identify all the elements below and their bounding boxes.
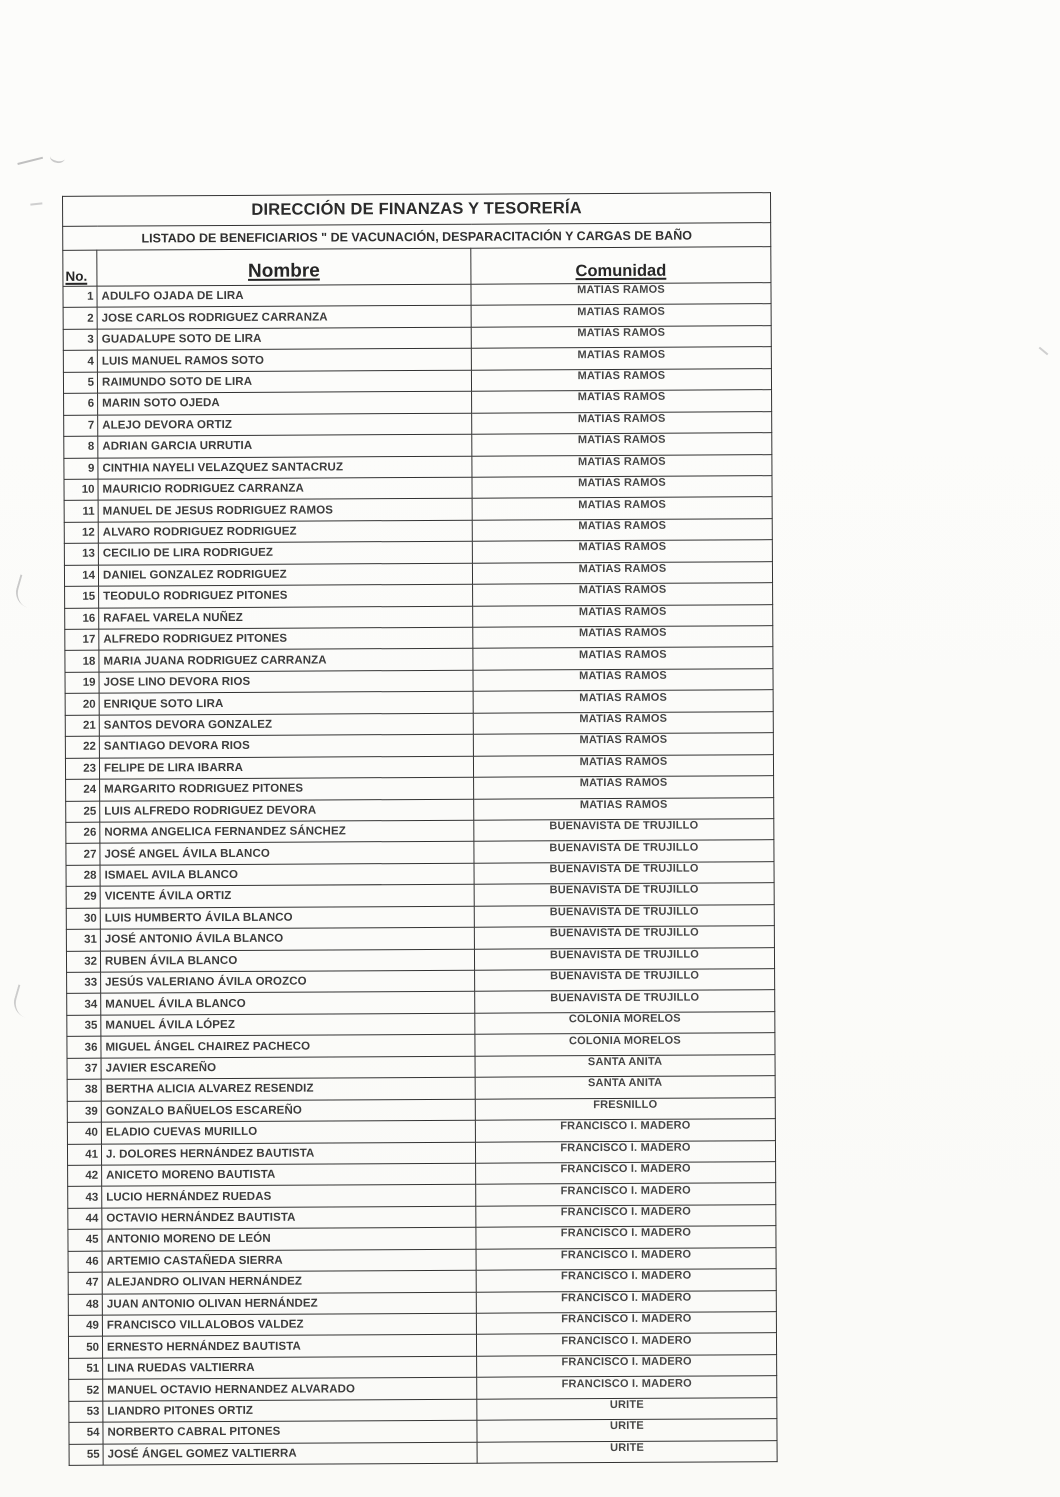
row-nombre: DANIEL GONZALEZ RODRIGUEZ: [98, 563, 472, 586]
row-comunidad-text: FRANCISCO I. MADERO: [560, 1184, 691, 1197]
row-number: 5: [63, 372, 97, 394]
row-nombre: J. DOLORES HERNÁNDEZ BAUTISTA: [101, 1142, 475, 1165]
scan-artifact: [15, 147, 43, 165]
row-number: 26: [66, 822, 100, 844]
row-comunidad-text: FRANCISCO I. MADERO: [560, 1269, 692, 1283]
scan-artifact: [30, 195, 43, 205]
row-comunidad-text: MATIAS RAMOS: [577, 412, 666, 425]
row-number: 49: [68, 1315, 102, 1337]
row-number: 41: [67, 1144, 101, 1166]
row-comunidad: [473, 626, 773, 649]
row-comunidad: [473, 711, 773, 734]
row-number: 46: [68, 1251, 102, 1273]
row-comunidad-text: COLONIA MORELOS: [568, 1034, 681, 1047]
row-number: 44: [68, 1208, 102, 1230]
scan-artifact: [49, 151, 66, 164]
row-nombre: MAURICIO RODRIGUEZ CARRANZA: [98, 477, 472, 500]
row-comunidad: [474, 776, 774, 799]
row-comunidad-text: MATIAS RAMOS: [577, 348, 666, 361]
row-comunidad-text: FRANCISCO I. MADERO: [561, 1334, 692, 1347]
row-nombre: MANUEL ÁVILA LÓPEZ: [101, 1013, 475, 1036]
row-comunidad-text: MATIAS RAMOS: [577, 369, 666, 383]
row-comunidad-text: FRANCISCO I. MADERO: [560, 1119, 691, 1133]
row-comunidad-text: FRANCISCO I. MADERO: [561, 1312, 692, 1326]
row-number: 33: [67, 972, 101, 994]
row-comunidad: [475, 969, 775, 992]
row-nombre: MARIN SOTO OJEDA: [98, 391, 472, 414]
row-nombre: JAVIER ESCAREÑO: [101, 1056, 475, 1079]
column-header-nombre: Nombre: [97, 248, 471, 286]
row-comunidad: [473, 733, 773, 756]
row-number: 40: [67, 1122, 101, 1144]
row-nombre: JOSÉ ÁNGEL GOMEZ VALTIERRA: [103, 1442, 477, 1465]
row-comunidad-text: BUENAVISTA DE TRUJILLO: [550, 969, 700, 983]
row-number: 43: [68, 1187, 102, 1209]
row-comunidad-text: MATIAS RAMOS: [577, 283, 665, 297]
row-comunidad: [477, 1440, 777, 1463]
row-comunidad: [476, 1290, 776, 1313]
row-number: 14: [64, 565, 98, 587]
row-nombre: ANICETO MORENO BAUTISTA: [102, 1163, 476, 1186]
row-comunidad: [472, 540, 772, 563]
subtitle-row: [63, 223, 771, 251]
row-comunidad: [472, 390, 772, 413]
row-nombre: NORBERTO CABRAL PITONES: [103, 1420, 477, 1443]
row-comunidad: [474, 926, 774, 949]
row-number: 19: [65, 672, 99, 694]
row-comunidad-text: MATIAS RAMOS: [577, 433, 666, 447]
row-number: 22: [65, 736, 99, 758]
row-nombre: MIGUEL ÁNGEL CHAIREZ PACHECO: [101, 1035, 475, 1058]
row-nombre: JOSÉ ANTONIO ÁVILA BLANCO: [100, 927, 474, 950]
row-comunidad-text: BUENAVISTA DE TRUJILLO: [549, 905, 699, 919]
row-comunidad: [477, 1397, 777, 1420]
row-comunidad-text: URITE: [610, 1441, 645, 1454]
row-nombre: BERTHA ALICIA ALVAREZ RESENDIZ: [101, 1077, 475, 1100]
row-nombre: JOSE LINO DEVORA RIOS: [99, 670, 473, 693]
row-nombre: ADULFO OJADA DE LIRA: [97, 284, 471, 307]
row-number: 55: [69, 1444, 103, 1466]
table-row: [69, 1440, 777, 1465]
row-nombre: ALEJO DEVORA ORTIZ: [98, 413, 472, 436]
row-number: 38: [67, 1079, 101, 1101]
document-title: DIRECCIÓN DE FINANZAS Y TESORERÍA: [63, 193, 771, 227]
row-comunidad: [475, 1097, 775, 1120]
row-comunidad: [471, 326, 771, 349]
row-nombre: MANUEL OCTAVIO HERNANDEZ ALVARADO: [103, 1378, 477, 1401]
row-number: 21: [65, 715, 99, 737]
row-comunidad-text: MATIAS RAMOS: [579, 734, 668, 747]
row-number: 47: [68, 1272, 102, 1294]
row-number: 37: [67, 1058, 101, 1080]
row-comunidad-text: MATIAS RAMOS: [577, 391, 666, 404]
row-nombre: LINA RUEDAS VALTIERRA: [103, 1356, 477, 1379]
row-comunidad: [473, 583, 773, 606]
row-comunidad-text: MATIAS RAMOS: [577, 326, 666, 340]
row-comunidad: [472, 518, 772, 541]
row-number: 50: [68, 1337, 102, 1359]
row-nombre: MARIA JUANA RODRIGUEZ CARRANZA: [99, 649, 473, 672]
row-nombre: GUADALUPE SOTO DE LIRA: [97, 327, 471, 350]
row-comunidad: [472, 476, 772, 499]
row-comunidad: [476, 1183, 776, 1206]
row-nombre: JUAN ANTONIO OLIVAN HERNÁNDEZ: [102, 1292, 476, 1315]
row-nombre: VICENTE ÁVILA ORTIZ: [100, 884, 474, 907]
row-comunidad: [475, 1033, 775, 1056]
row-comunidad: [471, 304, 771, 327]
row-comunidad-text: MATIAS RAMOS: [579, 691, 668, 704]
row-comunidad: [475, 990, 775, 1013]
row-comunidad: [476, 1269, 776, 1292]
row-comunidad-text: FRANCISCO I. MADERO: [560, 1205, 692, 1219]
row-nombre: ERNESTO HERNÁNDEZ BAUTISTA: [102, 1335, 476, 1358]
row-comunidad-text: MATIAS RAMOS: [579, 669, 667, 683]
row-number: 29: [66, 886, 100, 908]
row-number: 48: [68, 1294, 102, 1316]
row-comunidad: [476, 1312, 776, 1335]
row-comunidad-text: BUENAVISTA DE TRUJILLO: [549, 926, 699, 940]
row-nombre: ADRIAN GARCIA URRUTIA: [98, 434, 472, 457]
row-comunidad: [473, 754, 773, 777]
row-comunidad: [471, 283, 771, 306]
row-nombre: ALFREDO RODRIGUEZ PITONES: [99, 627, 473, 650]
row-comunidad: [473, 604, 773, 627]
row-comunidad-text: MATIAS RAMOS: [579, 712, 668, 726]
row-nombre: ELADIO CUEVAS MURILLO: [101, 1120, 475, 1143]
row-number: 24: [66, 779, 100, 801]
row-number: 45: [68, 1229, 102, 1251]
row-comunidad-text: SANTA ANITA: [587, 1077, 663, 1090]
row-comunidad-text: MATIAS RAMOS: [577, 455, 666, 468]
row-comunidad-text: MATIAS RAMOS: [579, 648, 667, 661]
row-nombre: LUIS MANUEL RAMOS SOTO: [97, 349, 471, 372]
row-number: 30: [66, 908, 100, 930]
column-header-comunidad: Comunidad: [471, 247, 771, 285]
row-nombre: NORMA ANGELICA FERNANDEZ SÁNCHEZ: [100, 820, 474, 843]
column-header-no: No.: [63, 250, 97, 286]
row-number: 28: [66, 865, 100, 887]
row-nombre: ENRIQUE SOTO LIRA: [99, 692, 473, 715]
row-comunidad-text: FRANCISCO I. MADERO: [560, 1227, 692, 1240]
row-nombre: SANTOS DEVORA GONZALEZ: [99, 713, 473, 736]
row-nombre: RAFAEL VARELA NUÑEZ: [99, 606, 473, 629]
table-body: [63, 283, 777, 1466]
row-number: 13: [64, 543, 98, 565]
row-comunidad: [473, 690, 773, 713]
row-nombre: ANTONIO MORENO DE LEÓN: [102, 1227, 476, 1250]
row-nombre: LIANDRO PITONES ORTIZ: [103, 1399, 477, 1422]
row-number: 39: [67, 1101, 101, 1123]
row-number: 27: [66, 844, 100, 866]
row-comunidad-text: MATIAS RAMOS: [579, 798, 668, 811]
row-nombre: ALEJANDRO OLIVAN HERNÁNDEZ: [102, 1270, 476, 1293]
row-comunidad: [476, 1226, 776, 1249]
row-nombre: LUIS HUMBERTO ÁVILA BLANCO: [100, 906, 474, 929]
row-comunidad-text: MATIAS RAMOS: [579, 755, 668, 768]
row-comunidad-text: MATIAS RAMOS: [578, 562, 667, 576]
row-nombre: ISMAEL AVILA BLANCO: [100, 863, 474, 886]
row-nombre: TEODULO RODRIGUEZ PITONES: [99, 584, 473, 607]
row-number: 3: [63, 329, 97, 351]
row-number: 34: [67, 994, 101, 1016]
row-comunidad: [475, 1076, 775, 1099]
row-comunidad-text: BUENAVISTA DE TRUJILLO: [549, 862, 699, 876]
column-header-row: [63, 247, 771, 287]
row-comunidad: [471, 368, 771, 391]
document-subtitle: LISTADO DE BENEFICIARIOS " DE VACUNACIÓN, DESPARACITACIÓN Y CARGAS DE BAÑO: [63, 223, 771, 251]
row-comunidad: [472, 411, 772, 434]
row-nombre: MANUEL DE JESUS RODRIGUEZ RAMOS: [98, 499, 472, 522]
row-nombre: OCTAVIO HERNÁNDEZ BAUTISTA: [102, 1206, 476, 1229]
row-nombre: FRANCISCO VILLALOBOS VALDEZ: [102, 1313, 476, 1336]
row-comunidad: [476, 1333, 776, 1356]
row-comunidad: [472, 497, 772, 520]
row-number: 10: [64, 479, 98, 501]
row-comunidad: [477, 1376, 777, 1399]
row-nombre: JESÚS VALERIANO ÁVILA OROZCO: [101, 970, 475, 993]
title-row: [63, 193, 771, 227]
row-number: 12: [64, 522, 98, 544]
row-comunidad: [474, 819, 774, 842]
row-comunidad: [474, 840, 774, 863]
row-number: 42: [68, 1165, 102, 1187]
row-number: 23: [65, 758, 99, 780]
row-nombre: RAIMUNDO SOTO DE LIRA: [97, 370, 471, 393]
row-comunidad: [471, 347, 771, 370]
row-comunidad-text: URITE: [609, 1420, 644, 1433]
row-comunidad-text: MATIAS RAMOS: [579, 776, 668, 790]
row-comunidad-text: MATIAS RAMOS: [578, 498, 667, 511]
row-nombre: JOSE CARLOS RODRIGUEZ CARRANZA: [97, 306, 471, 329]
row-comunidad-text: MATIAS RAMOS: [578, 584, 667, 597]
row-comunidad-text: BUENAVISTA DE TRUJILLO: [550, 991, 700, 1004]
row-comunidad: [473, 669, 773, 692]
scan-artifact: [1039, 347, 1049, 356]
row-nombre: LUCIO HERNÁNDEZ RUEDAS: [102, 1185, 476, 1208]
row-nombre: RUBEN ÁVILA BLANCO: [100, 949, 474, 972]
table-wrapper: [62, 192, 777, 1466]
row-number: 53: [69, 1401, 103, 1423]
row-number: 17: [65, 629, 99, 651]
row-comunidad: [476, 1162, 776, 1185]
row-comunidad: [473, 647, 773, 670]
row-comunidad-text: MATIAS RAMOS: [578, 476, 666, 490]
row-comunidad-text: URITE: [609, 1398, 644, 1411]
row-number: 8: [64, 436, 98, 458]
row-comunidad-text: FRANCISCO I. MADERO: [560, 1141, 691, 1154]
row-nombre: LUIS ALFREDO RODRIGUEZ DEVORA: [100, 799, 474, 822]
row-comunidad-text: FRANCISCO I. MADERO: [560, 1248, 692, 1262]
row-comunidad: [472, 454, 772, 477]
row-number: 20: [65, 693, 99, 715]
row-comunidad: [474, 797, 774, 820]
row-nombre: SANTIAGO DEVORA RIOS: [99, 734, 473, 757]
row-comunidad-text: MATIAS RAMOS: [577, 305, 666, 318]
row-comunidad: [472, 561, 772, 584]
row-nombre: GONZALO BAÑUELOS ESCAREÑO: [101, 1099, 475, 1122]
row-comunidad-text: FRANCISCO I. MADERO: [561, 1291, 692, 1305]
row-nombre: MARGARITO RODRIGUEZ PITONES: [100, 777, 474, 800]
row-nombre: CINTHIA NAYELI VELAZQUEZ SANTACRUZ: [98, 456, 472, 479]
row-comunidad-text: BUENAVISTA DE TRUJILLO: [549, 841, 699, 854]
scan-artifact: [10, 984, 34, 1017]
row-comunidad: [474, 947, 774, 970]
row-nombre: CECILIO DE LIRA RODRIGUEZ: [98, 541, 472, 564]
row-comunidad: [474, 861, 774, 884]
row-comunidad-text: BUENAVISTA DE TRUJILLO: [549, 948, 700, 962]
row-comunidad: [475, 1054, 775, 1077]
row-nombre: ARTEMIO CASTAÑEDA SIERRA: [102, 1249, 476, 1272]
row-comunidad-text: MATIAS RAMOS: [578, 605, 667, 618]
row-comunidad: [475, 1140, 775, 1163]
table-head: [63, 193, 771, 287]
row-comunidad-text: MATIAS RAMOS: [578, 626, 667, 640]
row-nombre: ALVARO RODRIGUEZ RODRIGUEZ: [98, 520, 472, 543]
row-number: 16: [65, 608, 99, 630]
row-number: 9: [64, 458, 98, 480]
row-nombre: JOSÉ ANGEL ÁVILA BLANCO: [100, 842, 474, 865]
row-number: 2: [63, 308, 97, 330]
row-number: 4: [63, 350, 97, 372]
row-comunidad: [475, 1012, 775, 1035]
row-number: 35: [67, 1015, 101, 1037]
row-comunidad-text: COLONIA MORELOS: [568, 1012, 681, 1026]
row-comunidad: [477, 1355, 777, 1378]
row-comunidad-text: FRANCISCO I. MADERO: [560, 1162, 691, 1176]
row-comunidad: [476, 1247, 776, 1270]
row-comunidad-text: BUENAVISTA DE TRUJILLO: [549, 819, 699, 833]
row-comunidad-text: FRANCISCO I. MADERO: [561, 1355, 692, 1369]
row-number: 15: [65, 586, 99, 608]
row-number: 6: [64, 393, 98, 415]
row-comunidad: [472, 433, 772, 456]
row-number: 36: [67, 1036, 101, 1058]
row-comunidad-text: FRANCISCO I. MADERO: [561, 1377, 692, 1390]
row-comunidad-text: BUENAVISTA DE TRUJILLO: [549, 883, 699, 897]
row-nombre: MANUEL ÁVILA BLANCO: [101, 992, 475, 1015]
beneficiaries-table: [62, 192, 778, 1466]
row-comunidad: [477, 1419, 777, 1442]
row-number: 54: [69, 1422, 103, 1444]
row-comunidad-text: FRESNILLO: [593, 1098, 658, 1111]
row-comunidad-text: MATIAS RAMOS: [578, 541, 667, 554]
row-number: 31: [66, 929, 100, 951]
row-number: 25: [66, 801, 100, 823]
row-nombre: FELIPE DE LIRA IBARRA: [99, 756, 473, 779]
row-comunidad: [475, 1119, 775, 1142]
row-number: 32: [66, 951, 100, 973]
row-comunidad: [476, 1204, 776, 1227]
row-number: 51: [69, 1358, 103, 1380]
scan-artifact: [12, 574, 36, 607]
row-comunidad: [474, 883, 774, 906]
row-comunidad-text: MATIAS RAMOS: [578, 519, 667, 533]
row-number: 1: [63, 286, 97, 308]
row-number: 7: [64, 415, 98, 437]
row-comunidad-text: SANTA ANITA: [587, 1055, 663, 1069]
row-number: 11: [64, 501, 98, 523]
row-comunidad: [474, 904, 774, 927]
row-number: 52: [69, 1379, 103, 1401]
row-number: 18: [65, 651, 99, 673]
